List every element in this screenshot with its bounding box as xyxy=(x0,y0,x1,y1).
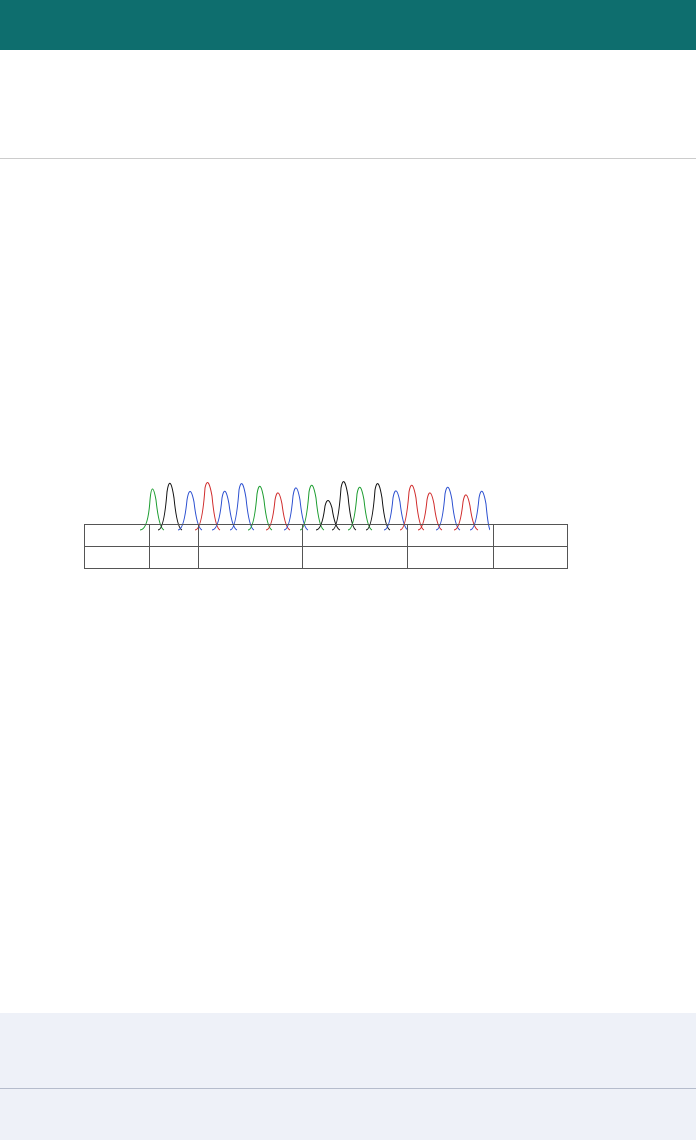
chromatogram xyxy=(140,470,490,532)
col-rs-cluster xyxy=(493,525,567,547)
scanned-report-page xyxy=(0,162,696,1102)
col-zygosity xyxy=(408,525,494,547)
cell-zygosity xyxy=(408,547,494,569)
col-nucleotide xyxy=(198,525,303,547)
cell-nucleotide xyxy=(198,547,303,569)
col-type xyxy=(85,525,150,547)
header-divider xyxy=(0,158,696,159)
cell-type xyxy=(85,547,150,569)
report-title xyxy=(0,0,696,50)
specimen-sticker xyxy=(534,206,684,280)
opinion-section xyxy=(0,1013,696,1140)
opinion-divider xyxy=(0,1088,696,1089)
cell-amino-acid xyxy=(303,547,408,569)
cell-exon xyxy=(149,547,198,569)
variations-table xyxy=(84,524,568,569)
col-amino-acid xyxy=(303,525,408,547)
header-info xyxy=(22,56,682,156)
col-exon xyxy=(149,525,198,547)
cell-rs-cluster xyxy=(493,547,567,569)
